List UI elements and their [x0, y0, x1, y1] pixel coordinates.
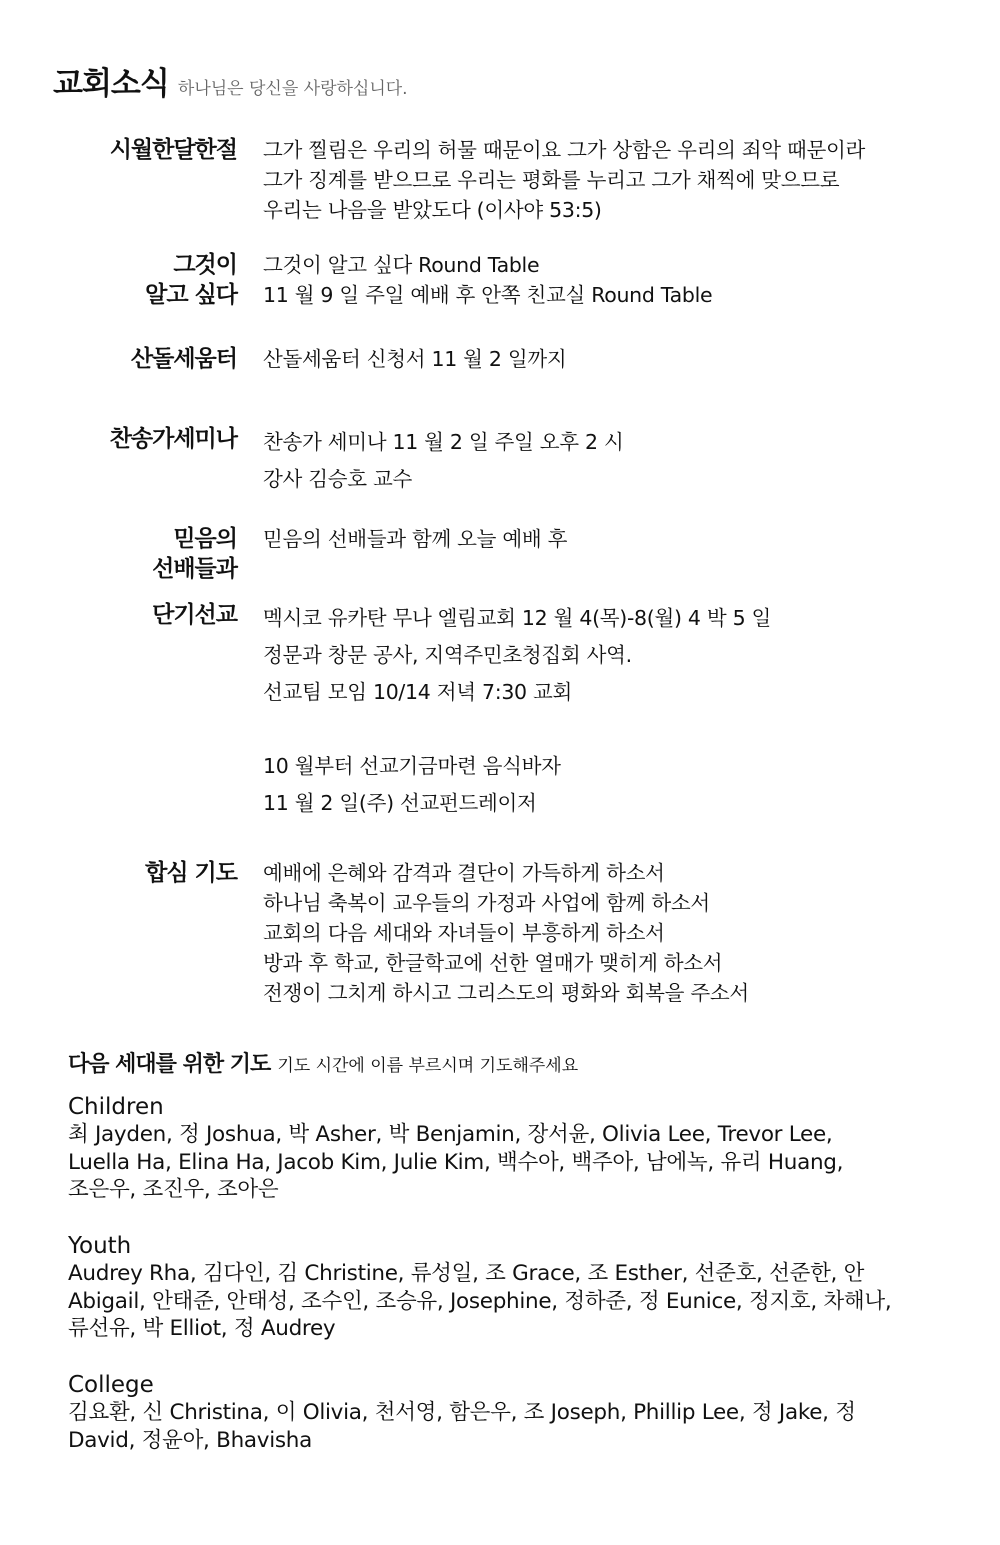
group-names: Audrey Rha, 김다인, 김 Christine, 류성일, 조 Grace, 조 Esther, 선준호, 선준한, 안 Abigail, 안태준, 안태성, 조수인, 조승유, Josephine, 정하준, 정 Eunice, 정지호, 차해나, 류선유, 박 Elliot, 정 Audrey [68, 1261, 892, 1341]
section-line: 정문과 창문 공사, 지역주민초청집회 사역. [263, 643, 632, 667]
section-line: 선교팀 모임 10/14 저녁 7:30 교회 [263, 680, 573, 704]
group-names: 최 Jayden, 정 Joshua, 박 Asher, 박 Benjamin, 장서윤, Olivia Lee, Trevor Lee, Luella Ha, Elina Ha, Jacob Kim, Julie Kim, 백수아, 백주아, 남에녹, 유리 Huang, 조은우, 조진우, 조아은 [68, 1122, 844, 1202]
group-names: 김요환, 신 Christina, 이 Olivia, 천서영, 함은우, 조 Joseph, Phillip Lee, 정 Jake, 정 David, 정윤아, Bhavisha [68, 1400, 856, 1453]
next-gen-title: 다음 세대를 위한 기도 [68, 1052, 271, 1077]
group-title: College [68, 1372, 154, 1398]
section-body [263, 600, 963, 822]
section-line: 그것이 알고 싶다 Round Table [263, 253, 540, 277]
group-title: Children [68, 1094, 164, 1120]
section-label: 산돌세움터 [130, 346, 237, 372]
page-title: 교회소식 [53, 66, 169, 102]
section-line: 하나님 축복이 교우들의 가정과 사업에 함께 하소서 [263, 891, 710, 915]
section-line: 찬송가 세미나 11 월 2 일 주일 오후 2 시 [263, 430, 624, 454]
page-subtitle: 하나님은 당신을 사랑하십니다. [177, 79, 408, 99]
section-line: 멕시코 유카탄 무나 엘림교회 12 월 4(목)-8(월) 4 박 5 일 [263, 606, 772, 630]
section-body [263, 135, 963, 225]
section-line: 강사 김승호 교수 [263, 467, 412, 491]
section-label: 믿음의 선배들과 [152, 526, 237, 582]
next-gen-heading [68, 1047, 578, 1078]
section-body [263, 250, 963, 310]
section-line: 전쟁이 그치게 하시고 그리스도의 평화와 회복을 주소서 [263, 981, 749, 1005]
section-label: 합심 기도 [145, 860, 237, 886]
next-gen-subtitle: 기도 시간에 이름 부르시며 기도해주세요 [277, 1056, 579, 1076]
group-youth [68, 1232, 948, 1343]
group-title: Youth [68, 1233, 132, 1259]
section-line: 예배에 은혜와 감격과 결단이 가득하게 하소서 [263, 861, 665, 885]
section-label: 그것이 알고 싶다 [145, 252, 237, 308]
section-body [263, 344, 963, 374]
section-line: 믿음의 선배들과 함께 오늘 예배 후 [263, 527, 568, 551]
section-line: 10 월부터 선교기금마련 음식바자 [263, 754, 561, 778]
section-body [263, 524, 963, 554]
section-line: 방과 후 학교, 한글학교에 선한 열매가 맺히게 하소서 [263, 951, 723, 975]
section-line: 그가 찔림은 우리의 허물 때문이요 그가 상함은 우리의 죄악 때문이라 [263, 138, 866, 162]
group-children [68, 1093, 948, 1204]
section-label: 찬송가세미나 [109, 426, 237, 452]
section-line: 우리는 나음을 받았도다 (이사야 53:5) [263, 198, 602, 222]
section-line: 11 월 2 일(주) 선교펀드레이저 [263, 791, 537, 815]
section-label: 단기선교 [152, 602, 237, 628]
page-header [53, 58, 408, 103]
section-body [263, 424, 963, 498]
section-line: 그가 징계를 받으므로 우리는 평화를 누리고 그가 채찍에 맞으므로 [263, 168, 840, 192]
spacer [263, 711, 963, 748]
section-line: 산돌세움터 신청서 11 월 2 일까지 [263, 347, 567, 371]
section-body [263, 858, 963, 1008]
section-line: 교회의 다음 세대와 자녀들이 부흥하게 하소서 [263, 921, 665, 945]
section-label: 시월한달한절 [109, 137, 237, 163]
group-college [68, 1371, 948, 1454]
section-line: 11 월 9 일 주일 예배 후 안쪽 친교실 Round Table [263, 283, 713, 307]
